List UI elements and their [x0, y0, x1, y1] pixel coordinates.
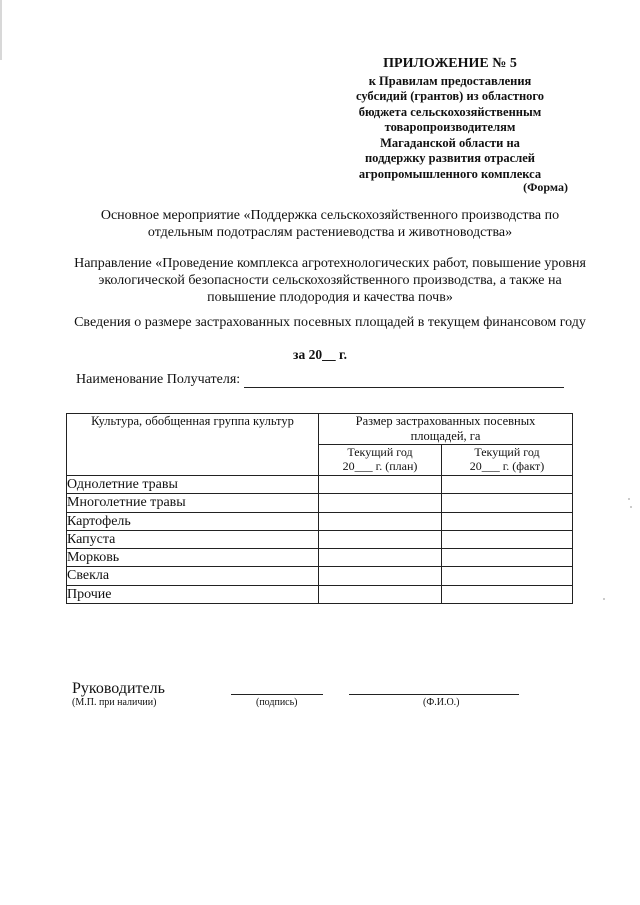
table-row	[67, 530, 573, 548]
signature-caption: (подпись)	[256, 697, 298, 708]
fact-cell	[442, 549, 573, 567]
signature-line	[231, 694, 323, 695]
plan-cell	[319, 567, 442, 585]
name-caption: (Ф.И.О.)	[423, 697, 460, 708]
table-row	[67, 494, 573, 512]
plan-cell	[319, 530, 442, 548]
culture-cell: Многолетние травы	[67, 494, 319, 512]
area-column-header: Размер застрахованных посевных площадей, га	[319, 414, 573, 445]
recipient-row	[76, 372, 564, 388]
direction-line: Направление «Проведение комплекса агротехнологических работ, повышение уровня	[74, 256, 586, 271]
appendix-title: ПРИЛОЖЕНИЕ № 5	[383, 56, 517, 71]
scan-speck	[628, 498, 630, 500]
culture-cell: Прочие	[67, 585, 319, 603]
name-line	[349, 694, 519, 695]
appendix-line: агропромышленного комплекса	[358, 166, 542, 181]
main-event-line: отдельным подотраслям растениеводства и животноводства»	[147, 225, 513, 240]
appendix-line: поддержку развития отраслей	[364, 151, 535, 165]
insured-areas-table	[66, 413, 573, 604]
table-row	[67, 585, 573, 603]
scan-edge-mark	[0, 0, 2, 60]
direction-line: экологической безопасности сельскохозяйственного производства, а также на	[98, 273, 562, 288]
fact-cell	[442, 585, 573, 603]
appendix-line: Магаданской области на	[380, 135, 520, 150]
recipient-blank-line	[244, 373, 564, 388]
culture-cell: Однолетние травы	[67, 476, 319, 494]
culture-cell: Картофель	[67, 512, 319, 530]
direction-line: повышение плодородия и качества почв»	[207, 290, 453, 305]
fact-cell	[442, 476, 573, 494]
plan-cell	[319, 585, 442, 603]
main-event-paragraph	[60, 207, 600, 241]
appendix-line: товаропроизводителям	[384, 120, 516, 134]
appendix-line: бюджета сельскохозяйственным	[358, 104, 542, 119]
signer-role: Руководитель	[72, 680, 165, 697]
plan-cell	[319, 494, 442, 512]
culture-column-header: Культура, обобщенная группа культур	[67, 414, 319, 476]
fact-column-header: Текущий год 20___ г. (факт)	[442, 445, 573, 476]
plan-column-header: Текущий год 20___ г. (план)	[319, 445, 442, 476]
year-line: за 20__ г.	[293, 347, 347, 362]
scan-speck	[630, 506, 632, 508]
scan-speck	[603, 598, 605, 600]
plan-cell	[319, 476, 442, 494]
fact-cell	[442, 530, 573, 548]
appendix-header	[330, 56, 570, 182]
culture-cell: Капуста	[67, 530, 319, 548]
culture-cell: Свекла	[67, 567, 319, 585]
plan-cell	[319, 549, 442, 567]
appendix-line: к Правилам предоставления	[368, 73, 532, 88]
fact-cell	[442, 512, 573, 530]
recipient-label: Наименование Получателя:	[76, 372, 241, 387]
table-row	[67, 512, 573, 530]
stamp-note: (М.П. при наличии)	[72, 697, 157, 708]
table-row	[67, 476, 573, 494]
fact-cell	[442, 494, 573, 512]
plan-cell	[319, 512, 442, 530]
table-row	[67, 567, 573, 585]
main-event-line: Основное мероприятие «Поддержка сельскохозяйственного производства по	[100, 208, 560, 223]
fact-cell	[442, 567, 573, 585]
table-row	[67, 549, 573, 567]
info-line: Сведения о размере застрахованных посевных площадей в текущем финансовом году	[74, 315, 586, 330]
direction-paragraph	[60, 255, 600, 306]
form-label: (Форма)	[523, 180, 568, 194]
appendix-line: субсидий (грантов) из областного	[355, 89, 545, 103]
culture-cell: Морковь	[67, 549, 319, 567]
